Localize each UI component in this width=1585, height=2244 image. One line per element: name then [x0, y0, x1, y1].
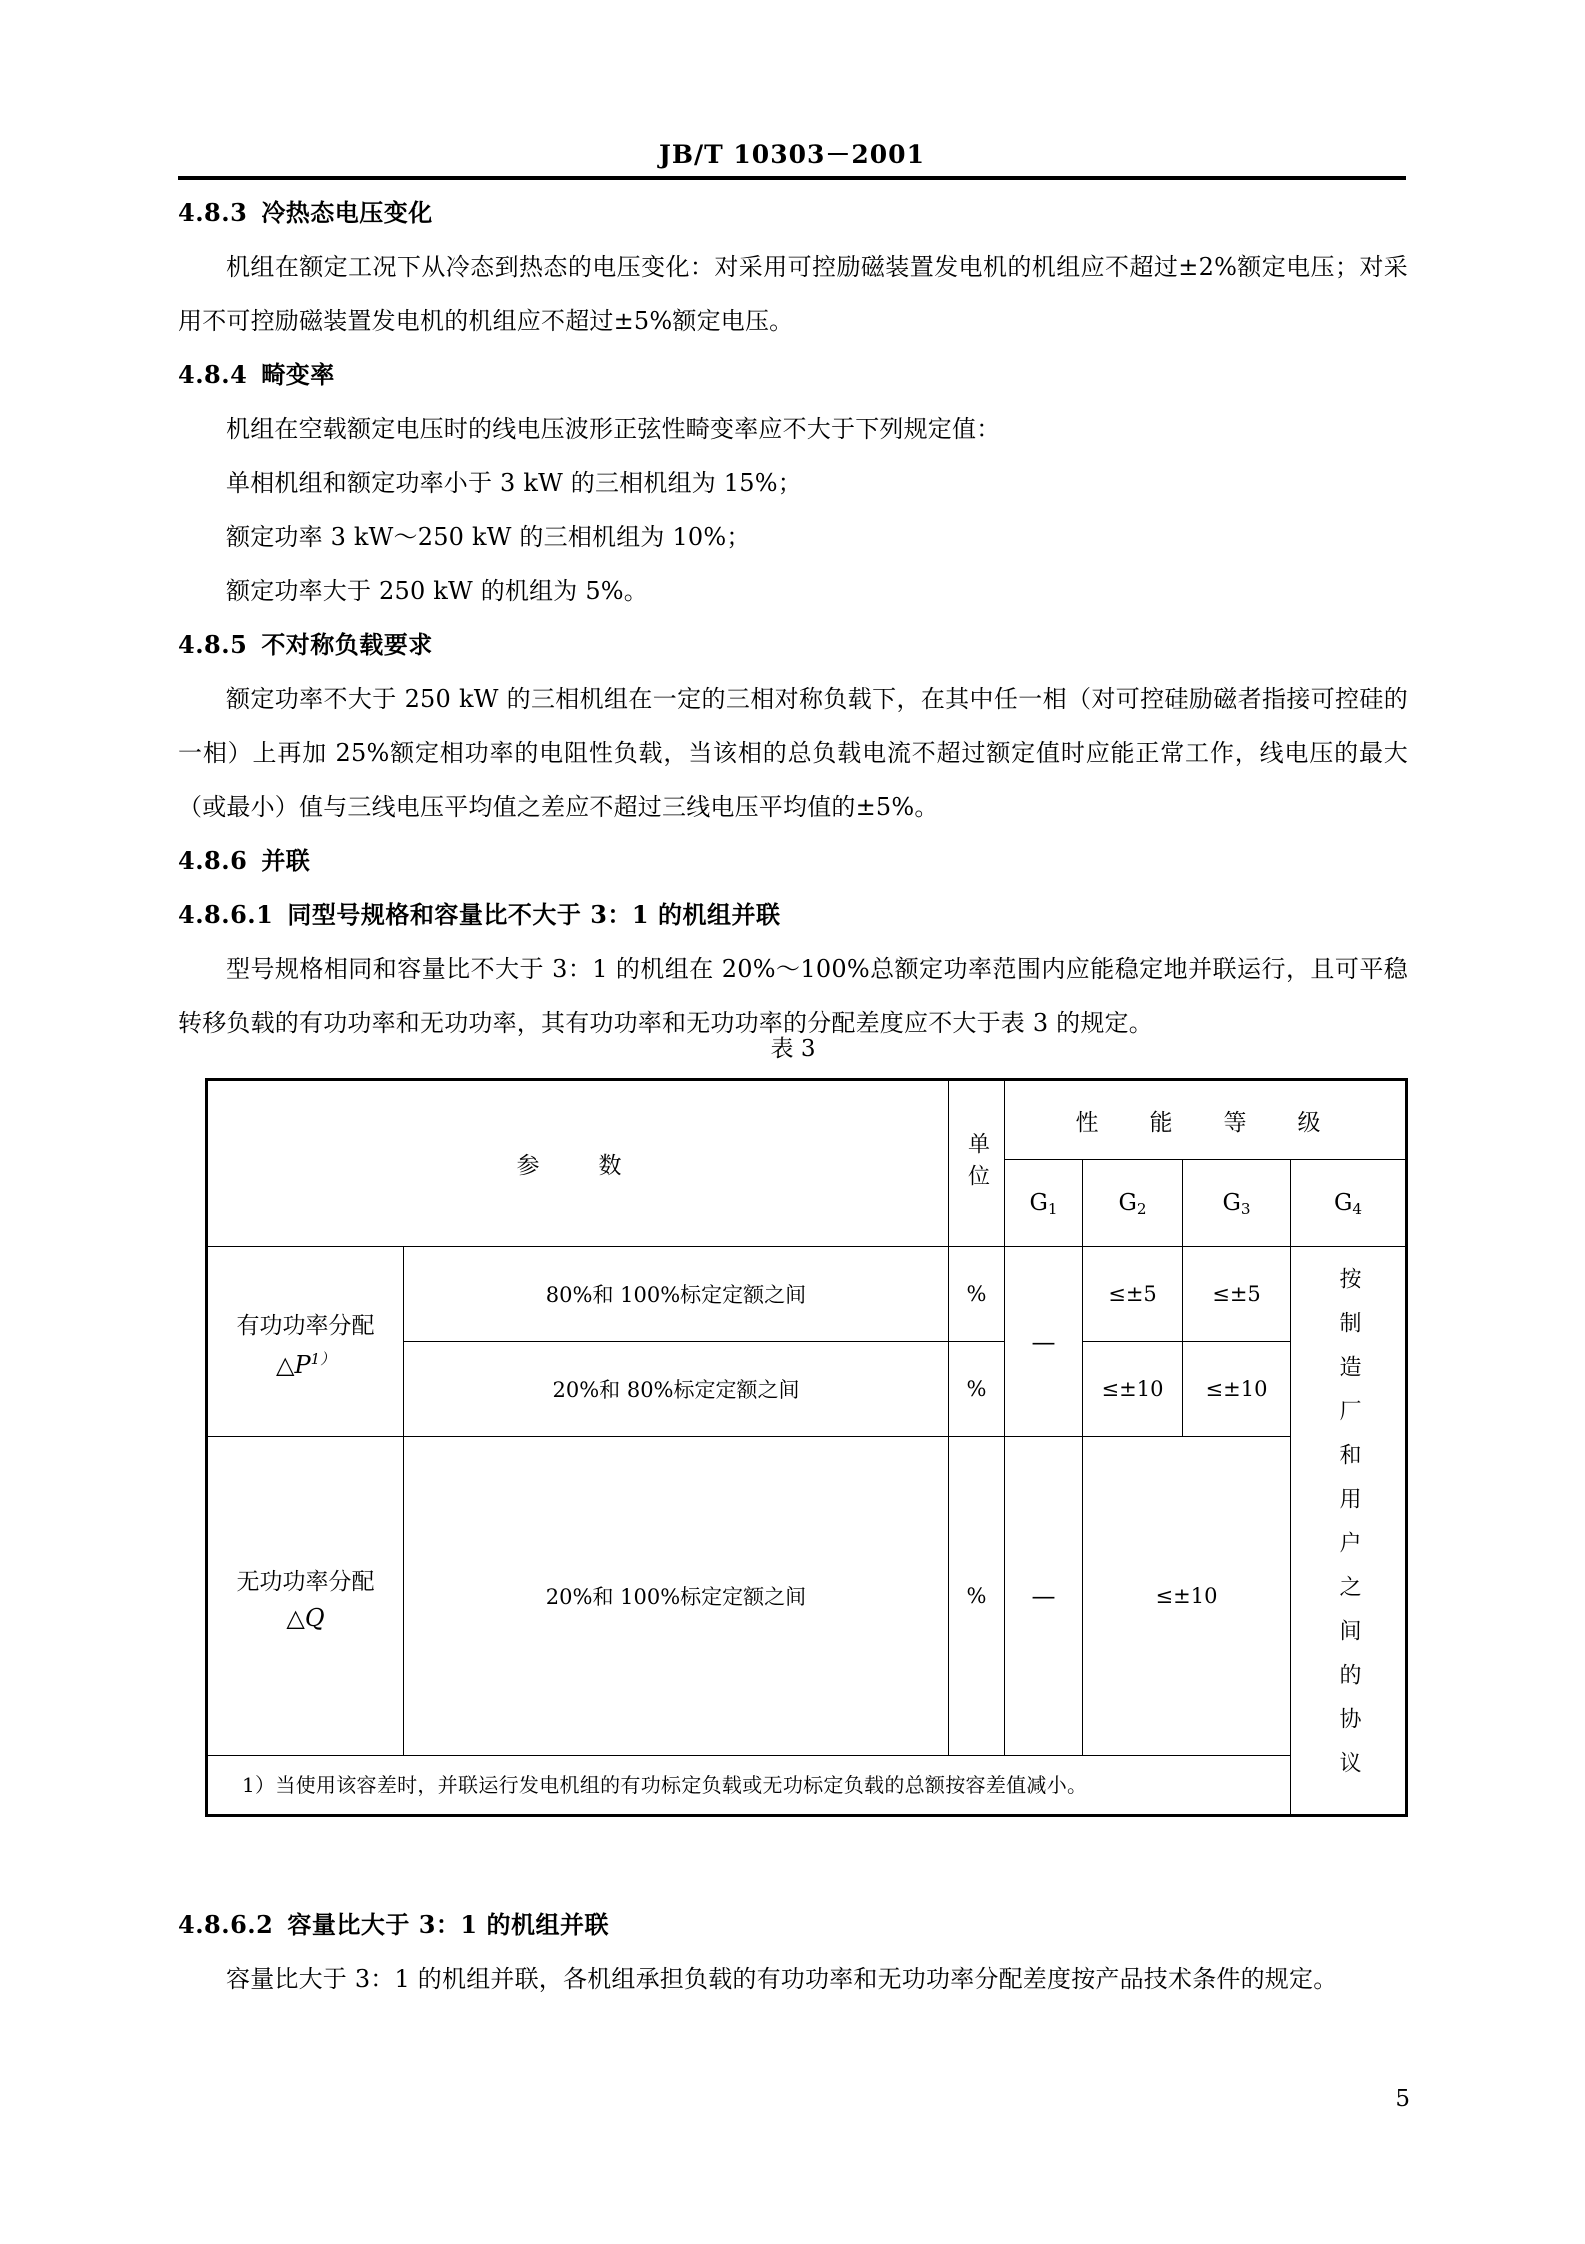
header-cell-g3: [1183, 1160, 1291, 1247]
unit-cell-ap-2: %: [949, 1342, 1005, 1437]
table-row-reactive-power: [207, 1437, 1407, 1756]
value-cell-ap2-g2: ≤±10: [1083, 1342, 1183, 1437]
clause-title-486: 并联: [261, 846, 311, 875]
param-name-active-power: 有功功率分配: [236, 1313, 375, 1339]
page-number: 5: [1395, 2086, 1410, 2112]
grade-label-g3: $G_3$: [1222, 1190, 1251, 1218]
condition-cell-ap-2: 20%和 80%标定定额之间: [404, 1342, 949, 1437]
header-cell-parameter: [207, 1080, 949, 1247]
table-footnote: 1）当使用该容差时，并联运行发电机组的有功标定负载或无功标定负载的总额按容差值减小。: [207, 1756, 1291, 1816]
param-name-reactive-power: 无功功率分配: [236, 1569, 375, 1595]
grade-label-g4: $G_4$: [1333, 1190, 1363, 1218]
value-cell-ap2-g3: ≤±10: [1183, 1342, 1291, 1437]
grade-label-g1: $G_1$: [1029, 1190, 1058, 1218]
clause-heading-486: [178, 834, 1408, 888]
header-label-parameter: 参 数: [516, 1153, 640, 1179]
condition-cell-rp: 20%和 100%标定定额之间: [404, 1437, 949, 1756]
clause-heading-4861: [178, 888, 1408, 942]
value-cell-rp-g1: —: [1005, 1437, 1083, 1756]
grade-label-g2: $G_2$: [1118, 1190, 1147, 1218]
table-3: [205, 1078, 1408, 1817]
clause-number-4862: 4.8.6.2: [178, 1910, 274, 1939]
paragraph-483-1: 机组在额定工况下从冷态到热态的电压变化：对采用可控励磁装置发电机的机组应不超过±2%额定电压；对采用不可控励磁装置发电机的机组应不超过±5%额定电压。: [178, 253, 1408, 335]
paragraph-4861-1: 型号规格相同和容量比不大于 3：1 的机组在 20%～100%总额定功率范围内应能稳定地并联运行，且可平稳转移负载的有功功率和无功功率，其有功功率和无功功率的分配差度应不大于表 3 的规定。: [178, 955, 1408, 1037]
clause-title-483: 冷热态电压变化: [261, 198, 433, 227]
table-header-row-1: [207, 1080, 1407, 1160]
clause-heading-483: [178, 186, 1408, 240]
value-cell-g4-agreement: [1291, 1247, 1407, 1816]
paragraph-484-4: 额定功率大于 250 kW 的机组为 5%。: [226, 577, 649, 605]
clause-number-486: 4.8.6: [178, 846, 248, 875]
clause-heading-485: [178, 618, 1408, 672]
table-caption: 表 3: [770, 1036, 816, 1062]
value-cell-rp-g2g3: ≤±10: [1083, 1437, 1291, 1756]
paragraph-484-3: 额定功率 3 kW～250 kW 的三相机组为 10%；: [226, 523, 751, 551]
paragraph-484-1: 机组在空载额定电压时的线电压波形正弦性畸变率应不大于下列规定值：: [226, 415, 1001, 443]
document-body: [178, 186, 1408, 1050]
clause-title-484: 畸变率: [261, 360, 335, 389]
paragraph-485-1: 额定功率不大于 250 kW 的三相机组在一定的三相对称负载下，在其中任一相（对可控硅励磁者指接可控硅的一相）上再加 25%额定相功率的电阻性负载，当该相的总负载电流不超过额定值时应能正常工作，线电压的最大（或最小）值与三线电压平均值之差应不超过三线电压平均值的±5%。: [178, 685, 1408, 821]
clause-title-4861: 同型号规格和容量比不大于 3：1 的机组并联: [287, 900, 781, 929]
header-label-grade-group: 性 能 等 级: [1075, 1109, 1335, 1136]
value-cell-ap1-g3: ≤±5: [1183, 1247, 1291, 1342]
param-symbol-reactive-power: △Q: [286, 1604, 325, 1632]
g4-vertical-label: 按制造厂和用户之间的协议: [1336, 1266, 1361, 1795]
clause-number-483: 4.8.3: [178, 198, 248, 227]
param-cell-active-power: [207, 1247, 404, 1437]
header-rule: [178, 176, 1406, 180]
header-cell-g1: [1005, 1160, 1083, 1247]
value-cell-ap1-g2: ≤±5: [1083, 1247, 1183, 1342]
param-footnote-marker: 1）: [310, 1350, 335, 1368]
standard-number: JB/T 10303－2001: [659, 140, 925, 169]
clause-number-485: 4.8.5: [178, 630, 248, 659]
header-cell-unit: [949, 1080, 1005, 1247]
clause-number-4861: 4.8.6.1: [178, 900, 274, 929]
unit-cell-rp: %: [949, 1437, 1005, 1756]
clause-title-4862: 容量比大于 3：1 的机组并联: [287, 1910, 609, 1939]
condition-cell-ap-1: 80%和 100%标定定额之间: [404, 1247, 949, 1342]
header-label-unit: 单位: [964, 1131, 990, 1196]
clause-number-484: 4.8.4: [178, 360, 248, 389]
header-cell-grade-group: [1005, 1080, 1407, 1160]
value-cell-ap-g1: —: [1005, 1247, 1083, 1437]
table-footnote-row: [207, 1756, 1407, 1816]
clause-title-485: 不对称负载要求: [261, 630, 433, 659]
param-symbol-active-power: △P$^{1)}$: [276, 1350, 335, 1379]
clause-heading-4862: [178, 1898, 1408, 1952]
paragraph-484-2: 单相机组和额定功率小于 3 kW 的三相机组为 15%；: [226, 469, 802, 497]
paragraph-4862-1: 容量比大于 3：1 的机组并联，各机组承担负载的有功功率和无功功率分配差度按产品技术条件的规定。: [226, 1965, 1338, 1993]
clause-heading-484: [178, 348, 1408, 402]
table-3-wrapper: [205, 1078, 1405, 1817]
table-row-active-power-1: [207, 1247, 1407, 1342]
param-cell-reactive-power: [207, 1437, 404, 1756]
header-cell-g4: [1291, 1160, 1407, 1247]
header-cell-g2: [1083, 1160, 1183, 1247]
document-tail: [178, 1898, 1408, 2006]
unit-cell-ap-1: %: [949, 1247, 1005, 1342]
page-header: [178, 140, 1406, 180]
